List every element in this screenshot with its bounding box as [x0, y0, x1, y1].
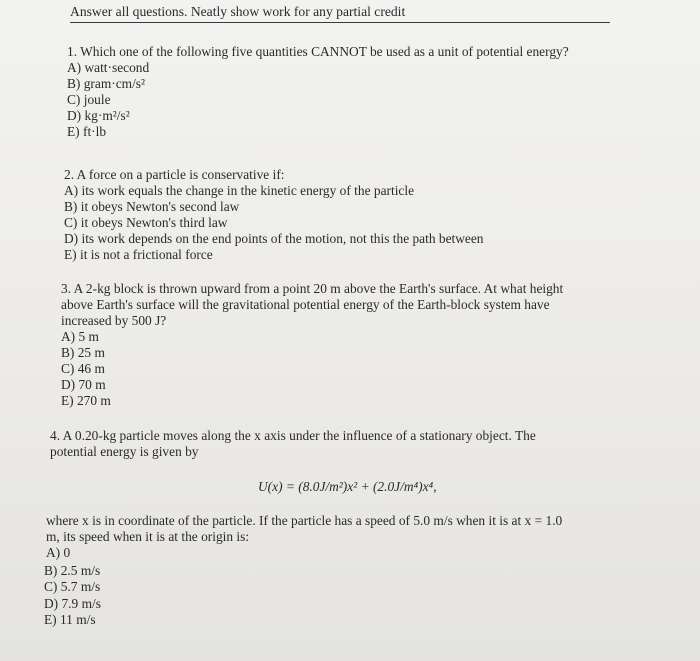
question-2-option-a: A) its work equals the change in the kinetic energy of the particle: [64, 183, 415, 198]
question-3-option-b: B) 25 m: [61, 345, 105, 360]
question-3-option-d: D) 70 m: [61, 377, 106, 392]
question-1-option-a: A) watt·second: [67, 60, 150, 75]
question-4-option-d: D) 7.9 m/s: [44, 596, 101, 611]
question-2-stem: 2. A force on a particle is conservative if:: [64, 167, 285, 182]
question-1-option-c: C) joule: [67, 92, 111, 107]
question-2-option-c: C) it obeys Newton's third law: [64, 215, 228, 230]
header-rule: [70, 22, 610, 23]
question-1-stem: 1. Which one of the following five quantities CANNOT be used as a unit of potential energy?: [67, 44, 569, 59]
question-3-stem-line-1: 3. A 2-kg block is thrown upward from a point 20 m above the Earth's surface. At what height: [61, 281, 564, 296]
question-2-option-e: E) it is not a frictional force: [64, 247, 213, 262]
question-1-option-e: E) ft·lb: [67, 124, 107, 139]
potential-energy-formula: U(x) = (8.0J/m²)x² + (2.0J/m⁴)x⁴,: [258, 479, 437, 494]
question-4-option-e: E) 11 m/s: [44, 612, 96, 627]
question-4-stem-line-1: 4. A 0.20-kg particle moves along the x axis under the influence of a stationary object. The: [50, 428, 536, 443]
question-4-stem-line-2: potential energy is given by: [50, 444, 199, 459]
question-3-option-c: C) 46 m: [61, 361, 105, 376]
question-2-option-b: B) it obeys Newton's second law: [64, 199, 240, 214]
question-3-option-a: A) 5 m: [61, 329, 99, 344]
question-3-stem-line-3: increased by 500 J?: [61, 313, 167, 328]
question-4-stem-line-4: m, its speed when it is at the origin is:: [46, 529, 250, 544]
question-3-stem-line-2: above Earth's surface will the gravitational potential energy of the Earth-block system have: [61, 297, 550, 312]
question-4-option-a: A) 0: [46, 545, 71, 560]
question-4-option-b: B) 2.5 m/s: [44, 563, 101, 578]
header-instructions: Answer all questions. Neatly show work for any partial credit: [70, 4, 406, 19]
question-4-option-c: C) 5.7 m/s: [44, 579, 101, 594]
question-2-option-d: D) its work depends on the end points of the motion, not this the path between: [64, 231, 484, 246]
question-4-stem-line-3: where x is in coordinate of the particle. If the particle has a speed of 5.0 m/s when it is at x = 1.0: [46, 513, 563, 528]
question-1-option-d: D) kg·m²/s²: [67, 108, 130, 123]
question-1-option-b: B) gram·cm/s²: [67, 76, 146, 91]
question-3-option-e: E) 270 m: [61, 393, 111, 408]
